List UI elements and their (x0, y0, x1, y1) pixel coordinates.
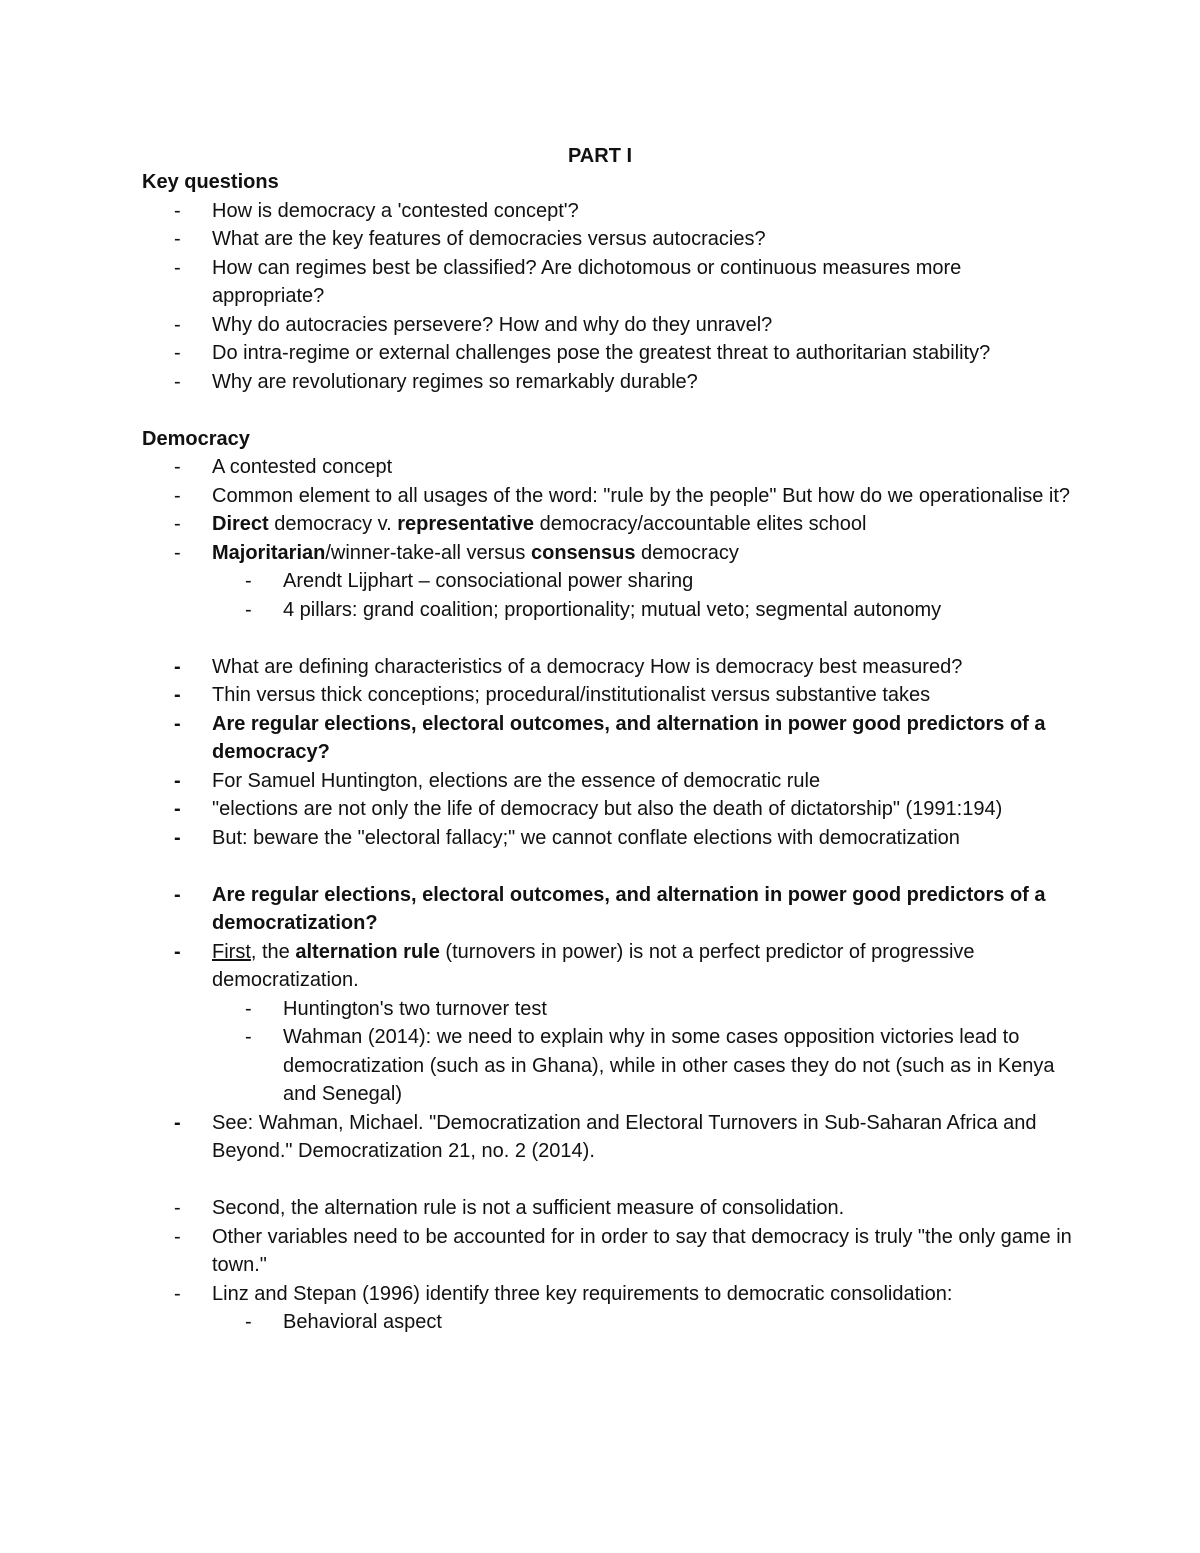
bullet-dash: - (174, 1111, 181, 1134)
list-item: - For Samuel Huntington, elections are the essence of democratic rule (142, 767, 1072, 796)
bullet-dash: - (174, 199, 181, 222)
list-item: - Linz and Stepan (1996) identify three key requirements to democratic consolidation: (142, 1280, 1072, 1309)
bullet-dash: - (174, 826, 181, 849)
section-heading-key-questions: Key questions (142, 171, 279, 193)
bullet-dash: - (174, 1282, 181, 1305)
list-item: - "elections are not only the life of democracy but also the death of dictatorship" (1991:194) (142, 795, 1072, 824)
list-item: - What are defining characteristics of a democracy How is democracy best measured? (142, 653, 1072, 682)
list-item: - Majoritarian/winner-take-all versus consensus democracy (142, 539, 1072, 568)
list-item: - How is democracy a 'contested concept'? (142, 197, 1072, 226)
list-item: - A contested concept (142, 453, 1072, 482)
bullet-dash: - (174, 684, 181, 706)
bullet-dash: - (174, 370, 181, 393)
bullet-dash: - (174, 1225, 181, 1248)
bullet-dash: - (174, 655, 181, 678)
bullet-dash: - (174, 256, 181, 279)
bullet-dash: - (245, 570, 252, 592)
list-item-citation: - See: Wahman, Michael. "Democratization and Electoral Turnovers in Sub-Saharan Africa and Beyond." Democratization 21, no. 2 (2014). (142, 1109, 1072, 1166)
list-item: - What are the key features of democracies versus autocracies? (142, 225, 1072, 254)
list-item-bold-question: - Are regular elections, electoral outcomes, and alternation in power good predictors of a democratization? (142, 881, 1072, 938)
list-item: - But: beware the "electoral fallacy;" we cannot conflate elections with democratization (142, 824, 1072, 853)
bullet-dash: - (174, 712, 181, 735)
bullet-dash: - (245, 997, 252, 1020)
sub-list-item: - Behavioral aspect (142, 1308, 1072, 1337)
bullet-dash: - (174, 484, 181, 507)
bullet-dash: - (245, 598, 252, 621)
bullet-dash: - (174, 541, 181, 564)
section-heading-democracy: Democracy (142, 427, 250, 450)
list-item: - How can regimes best be classified? Are dichotomous or continuous measures more appropriate? (142, 254, 1072, 311)
bullet-dash: - (174, 798, 181, 820)
bullet-dash: - (174, 313, 181, 336)
bullet-dash: - (245, 1311, 252, 1333)
bullet-dash: - (174, 1197, 181, 1219)
sub-list-item: - Huntington's two turnover test (142, 995, 1072, 1024)
list-item: - Other variables need to be accounted for in order to say that democracy is truly "the only game in town." (142, 1223, 1072, 1280)
list-item: - Why are revolutionary regimes so remarkably durable? (142, 368, 1072, 397)
page-title: PART I (567, 145, 633, 167)
bullet-dash: - (174, 342, 181, 364)
bullet-dash: - (174, 769, 181, 792)
list-item: - Direct democracy v. representative democracy/accountable elites school (142, 510, 1072, 539)
sub-list-item: - 4 pillars: grand coalition; proportionality; mutual veto; segmental autonomy (142, 596, 1072, 625)
bullet-dash: - (174, 940, 181, 963)
list-item: - Why do autocracies persevere? How and why do they unravel? (142, 311, 1072, 340)
bullet-dash: - (174, 513, 181, 535)
list-item: - Thin versus thick conceptions; procedural/institutionalist versus substantive takes (142, 681, 1072, 710)
list-item-bold-question: - Are regular elections, electoral outcomes, and alternation in power good predictors of a democracy? (142, 710, 1072, 767)
sub-list-item: - Arendt Lijphart – consociational power sharing (142, 567, 1072, 596)
sub-list-item: - Wahman (2014): we need to explain why in some cases opposition victories lead to democratization (such as in Ghana), while in other cases they do not (such as in Kenya and Senegal) (142, 1023, 1072, 1109)
list-item: - First, the alternation rule (turnovers in power) is not a perfect predictor of progressive democratization. (142, 938, 1072, 995)
list-item: - Common element to all usages of the word: "rule by the people" But how do we operationalise it? (142, 482, 1072, 511)
bullet-dash: - (245, 1026, 252, 1048)
list-item: - Do intra-regime or external challenges pose the greatest threat to authoritarian stability? (142, 339, 1072, 368)
bullet-dash: - (174, 228, 181, 250)
bullet-dash: - (174, 456, 181, 478)
document-body (142, 168, 1072, 1337)
list-item: - Second, the alternation rule is not a sufficient measure of consolidation. (142, 1194, 1072, 1223)
bullet-dash: - (174, 883, 181, 906)
